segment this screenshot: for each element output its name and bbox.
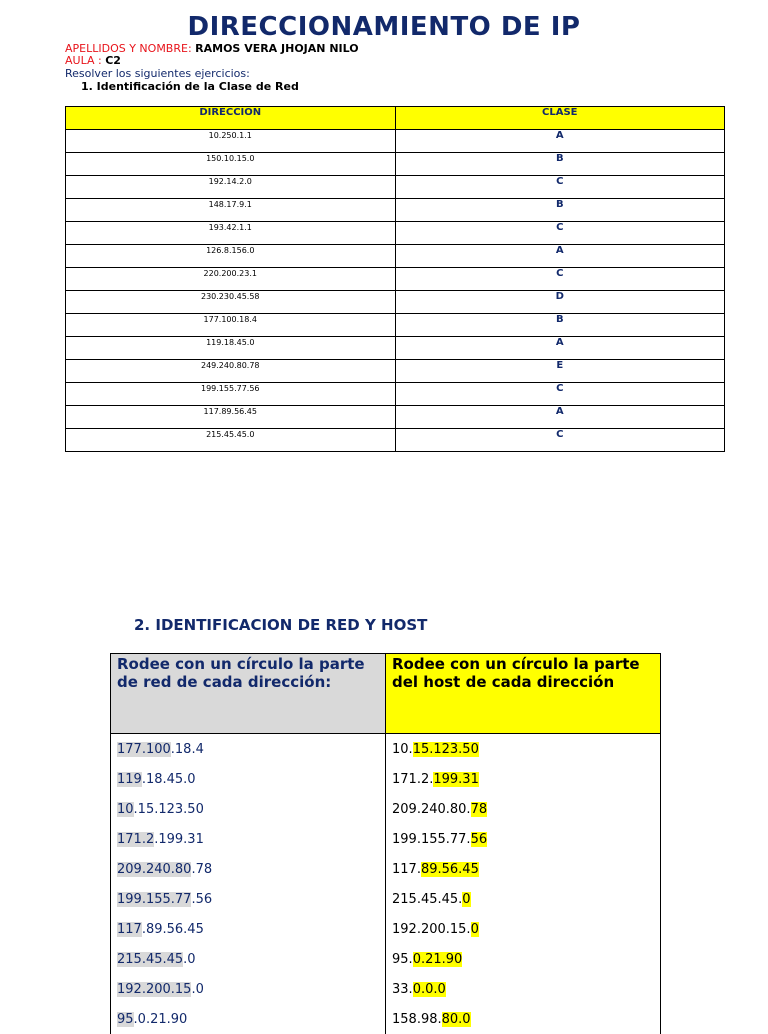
ip-address-cell: 193.42.1.1 (66, 222, 396, 245)
ip-address-cell: 220.200.23.1 (66, 268, 396, 291)
ip-address-cell: 230.230.45.58 (66, 291, 396, 314)
host-part-cell (386, 734, 661, 765)
aula-value: C2 (105, 54, 121, 67)
ip-class-cell: B (395, 199, 725, 222)
host-part-highlight: 56 (470, 831, 488, 847)
net-host-table (110, 653, 661, 1034)
col-host-header: Rodee con un círculo la parte del host de cada dirección (386, 654, 661, 734)
ip-class-cell: A (395, 130, 725, 153)
network-part-highlight: 177.100 (117, 741, 171, 757)
host-part-highlight: 15.123.50 (412, 741, 479, 757)
ip-class-cell: A (395, 337, 725, 360)
class-table-row (66, 360, 725, 383)
network-part-highlight: 171.2 (117, 831, 155, 847)
ip-address-cell: 126.8.156.0 (66, 245, 396, 268)
ip-address-cell: 199.155.77.56 (66, 383, 396, 406)
class-table-row (66, 291, 725, 314)
network-part-cell (111, 854, 386, 884)
net-host-row (111, 914, 661, 944)
col-address-header: DIRECCION (66, 107, 396, 130)
ip-address-cell: 117.89.56.45 (66, 406, 396, 429)
net-host-row (111, 824, 661, 854)
host-remainder: .0.21.90 (133, 1011, 188, 1027)
net-host-row (111, 734, 661, 765)
network-part-cell (111, 824, 386, 854)
ip-address-cell: 10.250.1.1 (66, 130, 396, 153)
network-part-cell (111, 974, 386, 1004)
host-part-highlight: 199.31 (433, 771, 479, 787)
ip-address-cell: 150.10.15.0 (66, 153, 396, 176)
network-part-cell (111, 764, 386, 794)
host-remainder: .78 (191, 861, 213, 877)
host-part-highlight: 89.56.45 (420, 861, 479, 877)
name-label: APELLIDOS Y NOMBRE: (65, 42, 192, 55)
class-table-row (66, 130, 725, 153)
instruction-text: Resolver los siguientes ejercicios: (65, 67, 250, 80)
host-part-highlight: 80.0 (441, 1011, 471, 1027)
class-table-row (66, 406, 725, 429)
network-remainder: 171.2. (392, 771, 434, 787)
class-table-row (66, 337, 725, 360)
class-table-row (66, 245, 725, 268)
host-part-cell (386, 794, 661, 824)
net-host-header (111, 654, 661, 734)
ip-class-cell: C (395, 222, 725, 245)
host-part-highlight: 0 (462, 891, 471, 907)
network-part-highlight: 95 (117, 1011, 134, 1027)
aula-line (65, 54, 121, 67)
host-part-cell (386, 764, 661, 794)
class-table-row (66, 176, 725, 199)
ip-address-cell: 119.18.45.0 (66, 337, 396, 360)
class-table-row (66, 222, 725, 245)
host-remainder: .18.4 (170, 741, 204, 757)
network-part-highlight: 209.240.80 (117, 861, 192, 877)
network-remainder: 33. (392, 981, 413, 997)
network-part-cell (111, 944, 386, 974)
class-table-header (66, 107, 725, 130)
network-part-highlight: 119 (117, 771, 142, 787)
col-class-header: CLASE (395, 107, 725, 130)
ip-class-cell: A (395, 406, 725, 429)
host-part-cell (386, 974, 661, 1004)
network-part-cell (111, 794, 386, 824)
ip-class-cell: C (395, 268, 725, 291)
net-host-row (111, 764, 661, 794)
class-table-row (66, 314, 725, 337)
host-part-cell (386, 854, 661, 884)
host-part-cell (386, 914, 661, 944)
network-part-highlight: 192.200.15 (117, 981, 192, 997)
ip-class-cell: C (395, 176, 725, 199)
ip-address-cell: 215.45.45.0 (66, 429, 396, 452)
host-part-cell (386, 1004, 661, 1034)
host-remainder: .56 (191, 891, 213, 907)
ip-class-cell: B (395, 314, 725, 337)
network-part-highlight: 117 (117, 921, 142, 937)
network-remainder: 192.200.15. (392, 921, 471, 937)
class-table-row (66, 429, 725, 452)
network-remainder: 158.98. (392, 1011, 442, 1027)
host-remainder: .0 (191, 981, 204, 997)
net-host-row (111, 884, 661, 914)
net-host-row (111, 854, 661, 884)
ip-class-cell: A (395, 245, 725, 268)
aula-label: AULA : (65, 54, 102, 67)
network-part-highlight: 199.155.77 (117, 891, 192, 907)
host-remainder: .18.45.0 (141, 771, 196, 787)
host-remainder: .89.56.45 (141, 921, 204, 937)
network-part-highlight: 10 (117, 801, 134, 817)
class-table-row (66, 268, 725, 291)
network-part-cell (111, 914, 386, 944)
name-value: RAMOS VERA JHOJAN NILO (195, 42, 359, 55)
host-remainder: .0 (183, 951, 196, 967)
host-part-cell (386, 884, 661, 914)
ip-class-cell: B (395, 153, 725, 176)
class-table-row (66, 383, 725, 406)
ip-address-cell: 148.17.9.1 (66, 199, 396, 222)
ip-address-cell: 192.14.2.0 (66, 176, 396, 199)
network-remainder: 95. (392, 951, 413, 967)
network-remainder: 215.45.45. (392, 891, 463, 907)
net-host-row (111, 944, 661, 974)
net-host-row (111, 1004, 661, 1034)
host-part-cell (386, 824, 661, 854)
col-network-header: Rodee con un círculo la parte de red de cada dirección: (111, 654, 386, 734)
host-part-highlight: 0.0.0 (412, 981, 446, 997)
network-part-cell (111, 884, 386, 914)
network-part-highlight: 215.45.45 (117, 951, 184, 967)
ip-class-cell: D (395, 291, 725, 314)
section2-heading: 2. IDENTIFICACION DE RED Y HOST (134, 616, 428, 634)
network-remainder: 117. (392, 861, 421, 877)
ip-address-cell: 249.240.80.78 (66, 360, 396, 383)
class-table (65, 106, 725, 452)
class-table-row (66, 199, 725, 222)
net-host-row (111, 974, 661, 1004)
section1-heading: 1. Identificación de la Clase de Red (81, 80, 299, 93)
ip-class-cell: C (395, 429, 725, 452)
ip-class-cell: E (395, 360, 725, 383)
network-remainder: 199.155.77. (392, 831, 471, 847)
host-part-highlight: 0.21.90 (412, 951, 463, 967)
host-remainder: .199.31 (154, 831, 204, 847)
network-part-cell (111, 734, 386, 765)
net-host-row (111, 794, 661, 824)
class-table-row (66, 153, 725, 176)
network-part-cell (111, 1004, 386, 1034)
network-remainder: 10. (392, 741, 413, 757)
host-part-highlight: 0 (470, 921, 479, 937)
network-remainder: 209.240.80. (392, 801, 471, 817)
host-remainder: .15.123.50 (133, 801, 204, 817)
ip-address-cell: 177.100.18.4 (66, 314, 396, 337)
host-part-cell (386, 944, 661, 974)
page-title: DIRECCIONAMIENTO DE IP (187, 12, 581, 42)
ip-class-cell: C (395, 383, 725, 406)
host-part-highlight: 78 (470, 801, 488, 817)
